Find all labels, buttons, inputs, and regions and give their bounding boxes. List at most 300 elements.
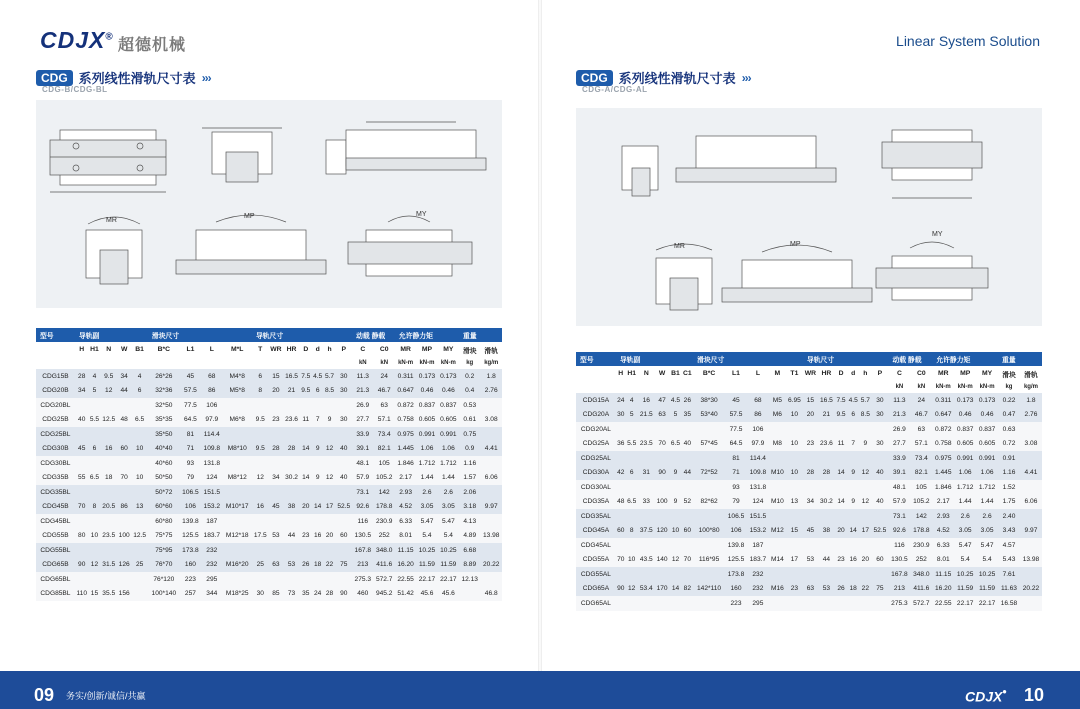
column-header-cell: C0: [374, 342, 395, 357]
value-cell: 6: [89, 442, 101, 457]
value-cell: 12: [859, 495, 871, 510]
value-cell: [252, 514, 269, 529]
value-cell: 1.846: [932, 480, 954, 495]
model-cell: CDG20B: [36, 384, 75, 399]
table-row: [36, 427, 502, 442]
value-cell: 5.4: [954, 553, 976, 568]
value-cell: [682, 451, 694, 466]
value-cell: 1.16: [998, 466, 1020, 481]
value-cell: [480, 456, 502, 471]
value-cell: M5*8: [223, 384, 252, 399]
column-header-cell: h: [324, 342, 336, 357]
column-header-cell: T1: [786, 366, 803, 381]
value-cell: 64.5: [180, 413, 201, 428]
value-cell: 4.5: [847, 393, 859, 408]
value-cell: 2.76: [480, 384, 502, 399]
value-cell: 30: [871, 408, 888, 423]
value-cell: 139.8: [180, 514, 201, 529]
value-cell: [223, 398, 252, 413]
value-cell: 26.9: [352, 398, 373, 413]
group-header-cell: 重量: [998, 352, 1042, 366]
unit-header-cell: kg: [998, 381, 1020, 393]
value-cell: 23: [803, 437, 818, 452]
value-cell: [300, 427, 312, 442]
tagline: Linear System Solution: [896, 33, 1040, 49]
model-cell: CDG65A: [576, 582, 616, 597]
unit-header-cell: kN: [888, 381, 910, 393]
value-cell: 16.58: [998, 596, 1020, 611]
value-cell: 36: [616, 437, 626, 452]
value-cell: [803, 567, 818, 582]
unit-header-cell: [335, 357, 352, 369]
table-row: [36, 529, 502, 544]
table-row: [36, 471, 502, 486]
value-cell: [100, 398, 117, 413]
value-cell: 1.445: [932, 466, 954, 481]
value-cell: [223, 572, 252, 587]
value-cell: 30.2: [818, 495, 835, 510]
value-cell: 230.9: [374, 514, 395, 529]
table-row: [576, 495, 1042, 510]
value-cell: 70: [655, 437, 670, 452]
value-cell: 70: [682, 553, 694, 568]
value-cell: 0.758: [932, 437, 954, 452]
value-cell: 183.7: [747, 553, 769, 568]
value-cell: 14: [669, 582, 681, 597]
value-cell: [803, 509, 818, 524]
value-cell: [335, 572, 352, 587]
value-cell: 232: [201, 543, 222, 558]
unit-header-cell: [131, 357, 148, 369]
value-cell: 0.758: [395, 413, 416, 428]
unit-header-cell: [148, 357, 180, 369]
value-cell: 0.837: [954, 422, 976, 437]
column-header-cell: HR: [283, 342, 300, 357]
value-cell: [89, 572, 101, 587]
value-cell: 0.975: [395, 427, 416, 442]
value-cell: [655, 451, 670, 466]
value-cell: 48: [117, 413, 131, 428]
value-cell: 70: [75, 500, 89, 515]
value-cell: 63: [910, 422, 932, 437]
value-cell: 23.5: [638, 437, 655, 452]
column-header-cell: N: [638, 366, 655, 381]
value-cell: 106: [747, 422, 769, 437]
value-cell: 20: [803, 408, 818, 423]
value-cell: 86: [117, 500, 131, 515]
value-cell: 12: [324, 471, 336, 486]
model-cell: CDG65BL: [36, 572, 75, 587]
value-cell: 6.5: [131, 413, 148, 428]
value-cell: [847, 509, 859, 524]
value-cell: M10: [769, 466, 786, 481]
value-cell: 13: [786, 495, 803, 510]
value-cell: 130.5: [352, 529, 373, 544]
unit-header-cell: [576, 381, 616, 393]
value-cell: 17: [786, 553, 803, 568]
value-cell: 57.5: [180, 384, 201, 399]
value-cell: [669, 480, 681, 495]
table-row: [36, 384, 502, 399]
value-cell: [252, 398, 269, 413]
value-cell: 7: [847, 437, 859, 452]
value-cell: 0.75: [459, 427, 480, 442]
value-cell: 153.2: [201, 500, 222, 515]
value-cell: 9: [669, 466, 681, 481]
value-cell: 6.5: [89, 471, 101, 486]
value-cell: 153.2: [747, 524, 769, 539]
value-cell: [769, 538, 786, 553]
value-cell: 43.5: [638, 553, 655, 568]
value-cell: 21.3: [888, 408, 910, 423]
brand-name: CDJX: [40, 27, 106, 53]
value-cell: 5.5: [626, 437, 638, 452]
value-cell: 100*140: [148, 587, 180, 602]
value-cell: M18*25: [223, 587, 252, 602]
value-cell: 0.991: [416, 427, 437, 442]
value-cell: [131, 398, 148, 413]
value-cell: 167.8: [888, 567, 910, 582]
value-cell: [638, 596, 655, 611]
value-cell: 139.8: [725, 538, 747, 553]
section-heading: 系列线性滑轨尺寸表: [78, 71, 196, 86]
value-cell: 28: [803, 466, 818, 481]
value-cell: 13: [131, 500, 148, 515]
value-cell: 3.18: [459, 500, 480, 515]
value-cell: [89, 456, 101, 471]
value-cell: [480, 398, 502, 413]
value-cell: [223, 485, 252, 500]
column-header-cell: C: [352, 342, 373, 357]
left-dimension-table: [36, 328, 502, 601]
value-cell: 92.6: [352, 500, 373, 515]
value-cell: 20: [835, 524, 847, 539]
value-cell: [300, 572, 312, 587]
value-cell: 2.6: [416, 485, 437, 500]
value-cell: [626, 422, 638, 437]
value-cell: 1.846: [395, 456, 416, 471]
unit-header-row: [36, 357, 502, 369]
mp-label: MP: [244, 213, 255, 220]
table-row: [36, 413, 502, 428]
group-header-cell: 型号: [36, 328, 75, 342]
value-cell: 75: [335, 558, 352, 573]
value-cell: 48: [616, 495, 626, 510]
value-cell: [300, 398, 312, 413]
value-cell: 24: [616, 393, 626, 408]
value-cell: 46.7: [910, 408, 932, 423]
value-cell: 23: [300, 529, 312, 544]
value-cell: 52: [682, 495, 694, 510]
value-cell: 151.5: [201, 485, 222, 500]
value-cell: [638, 509, 655, 524]
value-cell: 109.8: [747, 466, 769, 481]
value-cell: 40: [682, 437, 694, 452]
value-cell: [818, 567, 835, 582]
column-header-cell: MP: [416, 342, 437, 357]
value-cell: [693, 596, 725, 611]
value-cell: 53.4: [638, 582, 655, 597]
value-cell: 18: [847, 582, 859, 597]
value-cell: [847, 422, 859, 437]
value-cell: 60: [335, 529, 352, 544]
value-cell: [131, 587, 148, 602]
section-tag: CDG: [36, 70, 73, 86]
value-cell: 6: [626, 466, 638, 481]
value-cell: 12: [859, 466, 871, 481]
value-cell: 64.5: [725, 437, 747, 452]
value-cell: [669, 538, 681, 553]
value-cell: 106: [201, 398, 222, 413]
value-cell: 26.9: [888, 422, 910, 437]
value-cell: [859, 538, 871, 553]
value-cell: 106.5: [180, 485, 201, 500]
column-header-cell: H: [75, 342, 89, 357]
value-cell: [100, 427, 117, 442]
value-cell: [655, 422, 670, 437]
value-cell: 46.7: [374, 384, 395, 399]
value-cell: 21: [283, 384, 300, 399]
value-cell: [75, 514, 89, 529]
value-cell: 10: [786, 466, 803, 481]
value-cell: [100, 485, 117, 500]
value-cell: [131, 572, 148, 587]
value-cell: 252: [910, 553, 932, 568]
value-cell: 38: [818, 524, 835, 539]
table-row: [576, 596, 1042, 611]
value-cell: 0.837: [438, 398, 459, 413]
unit-header-cell: [201, 357, 222, 369]
column-header-cell: H: [616, 366, 626, 381]
model-cell: CDG30AL: [576, 480, 616, 495]
value-cell: [269, 572, 284, 587]
column-header-cell: C1: [682, 366, 694, 381]
value-cell: 30.2: [283, 471, 300, 486]
value-cell: [335, 427, 352, 442]
unit-header-cell: [180, 357, 201, 369]
value-cell: 9.5: [252, 442, 269, 457]
value-cell: 72*52: [693, 466, 725, 481]
value-cell: 40*40: [148, 442, 180, 457]
value-cell: 90: [335, 587, 352, 602]
value-cell: [803, 480, 818, 495]
value-cell: [117, 485, 131, 500]
model-cell: CDG20AL: [576, 422, 616, 437]
value-cell: 8.89: [459, 558, 480, 573]
value-cell: [324, 427, 336, 442]
value-cell: [100, 514, 117, 529]
section-heading: 系列线性滑轨尺寸表: [618, 71, 736, 86]
value-cell: 9: [859, 437, 871, 452]
value-cell: 3.08: [1020, 437, 1042, 452]
value-cell: 20.22: [1020, 582, 1042, 597]
value-cell: 0.975: [932, 451, 954, 466]
table-row: [576, 553, 1042, 568]
model-cell: CDG35AL: [576, 509, 616, 524]
value-cell: [786, 422, 803, 437]
value-cell: 7: [312, 413, 324, 428]
value-cell: 40: [871, 495, 888, 510]
value-cell: 45: [269, 500, 284, 515]
value-cell: M16: [769, 582, 786, 597]
value-cell: [871, 538, 888, 553]
value-cell: 0.173: [954, 393, 976, 408]
value-cell: 0.46: [976, 408, 998, 423]
value-cell: 5: [669, 408, 681, 423]
value-cell: 4: [626, 393, 638, 408]
value-cell: [252, 456, 269, 471]
group-header-cell: 滑块尺寸: [693, 352, 803, 366]
value-cell: [459, 587, 480, 602]
value-cell: 34: [75, 384, 89, 399]
value-cell: 0.47: [998, 408, 1020, 423]
value-cell: 22: [324, 558, 336, 573]
value-cell: 5.7: [324, 369, 336, 384]
value-cell: 4.89: [459, 529, 480, 544]
value-cell: [847, 596, 859, 611]
table-row: [576, 393, 1042, 408]
value-cell: 344: [201, 587, 222, 602]
value-cell: 60: [117, 442, 131, 457]
value-cell: 8.5: [324, 384, 336, 399]
unit-header-cell: [638, 381, 655, 393]
model-cell: CDG20BL: [36, 398, 75, 413]
value-cell: 79: [725, 495, 747, 510]
value-cell: 6.5: [669, 437, 681, 452]
value-cell: 0.91: [998, 451, 1020, 466]
value-cell: 348.0: [910, 567, 932, 582]
value-cell: 252: [374, 529, 395, 544]
value-cell: [269, 485, 284, 500]
column-header-cell: d: [847, 366, 859, 381]
model-cell: CDG55B: [36, 529, 75, 544]
value-cell: 100: [117, 529, 131, 544]
value-cell: 90: [655, 466, 670, 481]
value-cell: 0.46: [954, 408, 976, 423]
value-cell: [480, 543, 502, 558]
value-cell: [682, 422, 694, 437]
value-cell: 105: [374, 456, 395, 471]
value-cell: 27.7: [352, 413, 373, 428]
value-cell: M8*10: [223, 442, 252, 457]
value-cell: 2.93: [932, 509, 954, 524]
value-cell: 106.5: [725, 509, 747, 524]
value-cell: 77.5: [180, 398, 201, 413]
value-cell: [283, 572, 300, 587]
value-cell: 9.5: [252, 413, 269, 428]
value-cell: 22.17: [416, 572, 437, 587]
column-header-cell: W: [655, 366, 670, 381]
value-cell: 4.52: [932, 524, 954, 539]
value-cell: [75, 485, 89, 500]
value-cell: 11.59: [416, 558, 437, 573]
value-cell: 28: [324, 587, 336, 602]
value-cell: 71: [725, 466, 747, 481]
value-cell: 5.47: [416, 514, 437, 529]
value-cell: 156: [117, 587, 131, 602]
value-cell: 5.43: [998, 553, 1020, 568]
value-cell: [803, 451, 818, 466]
value-cell: [626, 567, 638, 582]
value-cell: 2.40: [998, 509, 1020, 524]
value-cell: 21.3: [352, 384, 373, 399]
value-cell: 40: [335, 442, 352, 457]
value-cell: 8.5: [859, 408, 871, 423]
unit-header-cell: [669, 381, 681, 393]
value-cell: 55: [75, 471, 89, 486]
value-cell: 30: [252, 587, 269, 602]
value-cell: 26: [835, 582, 847, 597]
value-cell: 90: [75, 558, 89, 573]
value-cell: 57.5: [725, 408, 747, 423]
right-table-body: [576, 393, 1042, 611]
value-cell: 53: [818, 582, 835, 597]
value-cell: 23.6: [283, 413, 300, 428]
value-cell: 73: [283, 587, 300, 602]
value-cell: 4.57: [998, 538, 1020, 553]
value-cell: 76*70: [148, 558, 180, 573]
model-cell: CDG45A: [576, 524, 616, 539]
value-cell: [693, 451, 725, 466]
value-cell: [312, 427, 324, 442]
value-cell: 97.9: [747, 437, 769, 452]
value-cell: 18: [100, 471, 117, 486]
value-cell: [335, 398, 352, 413]
value-cell: 44: [117, 384, 131, 399]
unit-header-cell: [616, 381, 626, 393]
value-cell: 73.4: [910, 451, 932, 466]
value-cell: 160: [180, 558, 201, 573]
value-cell: 114.4: [747, 451, 769, 466]
value-cell: [75, 398, 89, 413]
model-cell: CDG35A: [576, 495, 616, 510]
column-header-cell: C0: [910, 366, 932, 381]
footer-logo-text: CDJX: [965, 688, 1003, 705]
value-cell: [117, 572, 131, 587]
column-header-cell: MY: [438, 342, 459, 357]
value-cell: 4.5: [669, 393, 681, 408]
value-cell: [871, 422, 888, 437]
column-header-row: [576, 366, 1042, 381]
unit-header-cell: kg/m: [1020, 381, 1042, 393]
value-cell: [117, 427, 131, 442]
value-cell: 3.08: [480, 413, 502, 428]
group-header-row: [576, 352, 1042, 366]
value-cell: 572.7: [910, 596, 932, 611]
value-cell: [1020, 538, 1042, 553]
value-cell: 35: [682, 408, 694, 423]
value-cell: 125.5: [180, 529, 201, 544]
value-cell: [786, 509, 803, 524]
value-cell: [223, 514, 252, 529]
value-cell: 0.46: [438, 384, 459, 399]
left-technical-drawing: [36, 100, 502, 308]
value-cell: [480, 572, 502, 587]
table-row: [36, 500, 502, 515]
value-cell: [786, 538, 803, 553]
value-cell: [859, 596, 871, 611]
unit-header-cell: [312, 357, 324, 369]
unit-header-cell: kg: [459, 357, 480, 369]
value-cell: [669, 422, 681, 437]
value-cell: 30: [335, 413, 352, 428]
value-cell: 2.17: [932, 495, 954, 510]
value-cell: M12*18: [223, 529, 252, 544]
value-cell: 5.4: [438, 529, 459, 544]
value-cell: 160: [725, 582, 747, 597]
value-cell: M6: [769, 408, 786, 423]
value-cell: 257: [180, 587, 201, 602]
